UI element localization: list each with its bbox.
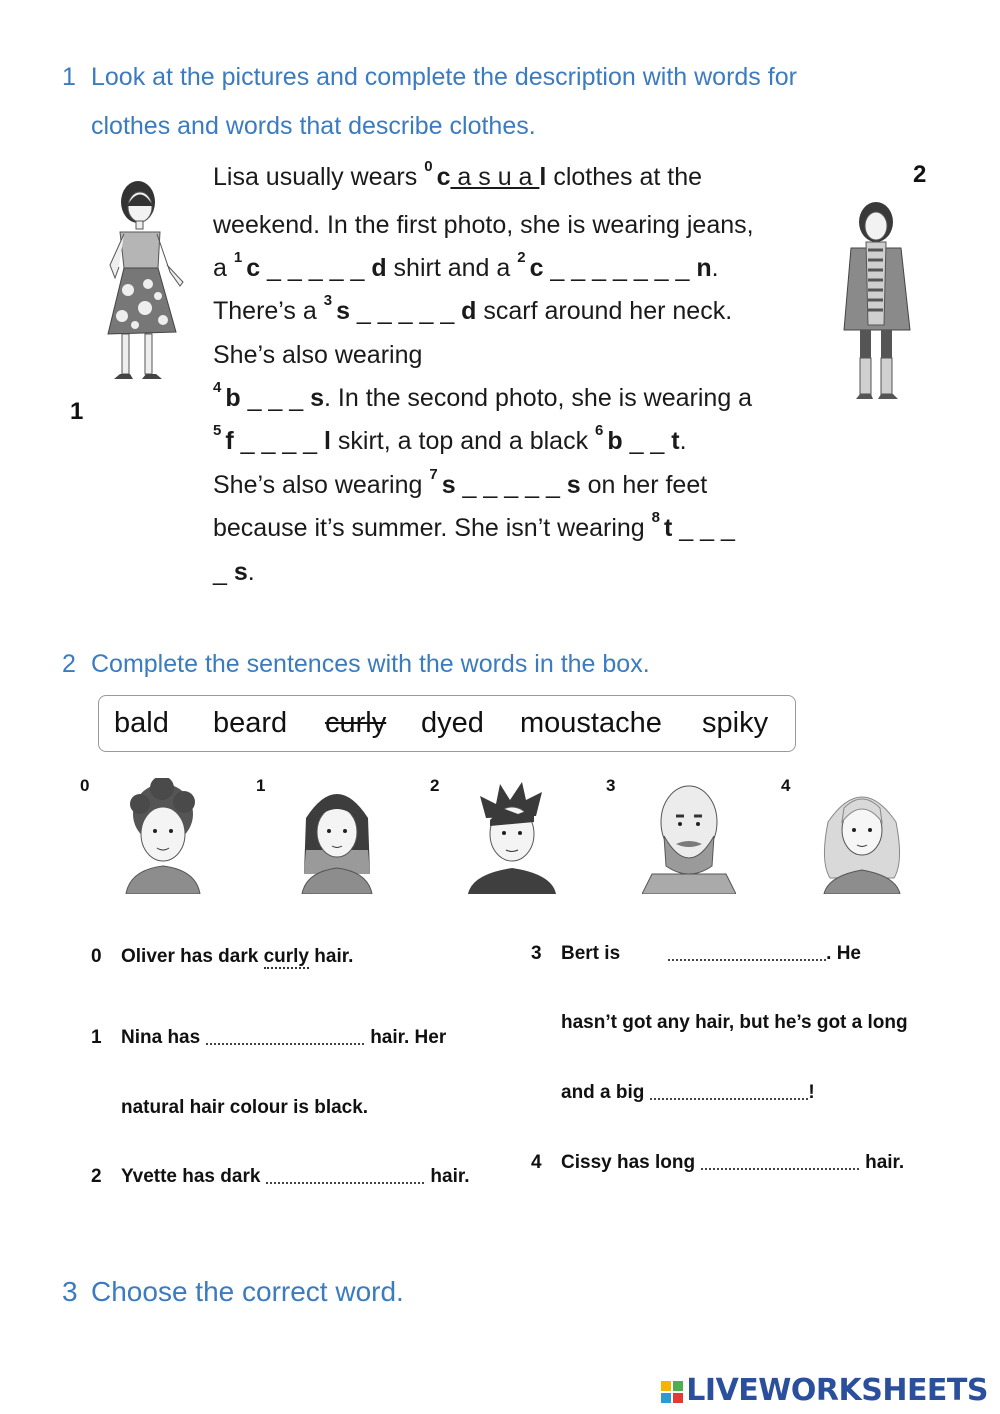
face-label-0: 0: [80, 776, 90, 795]
face-label-4: 4: [781, 776, 791, 795]
example-answer: curly: [263, 946, 309, 967]
example-answer: a s u a: [450, 163, 540, 191]
word-beard[interactable]: beard: [213, 707, 288, 739]
word-bald[interactable]: bald: [114, 707, 169, 739]
sentence-3-line3: and a big !: [561, 1082, 815, 1103]
sentence-4: 4 Cissy has long hair.: [531, 1152, 905, 1173]
sentence-0: 0 Oliver has dark curly hair.: [91, 946, 354, 967]
instruction-text: Complete the sentences with the words in the box.: [91, 650, 650, 678]
sentence-3-line2: hasn’t got any hair, but he’s got a long: [561, 1012, 908, 1033]
face-yvette-spiky: [466, 778, 558, 894]
paragraph-line-1: weekend. In the first photo, she is wearing jeans,: [213, 211, 754, 239]
logo-badge-icon: [660, 1380, 684, 1404]
picture-label-2: 2: [913, 161, 927, 188]
paragraph-line-8: because it’s summer. She isn’t wearing $^8$ t _ _ _: [213, 509, 735, 542]
logo-text: LIVEWORKSHEETS: [686, 1373, 988, 1408]
girl-summer-illustration: [100, 180, 192, 386]
section-number: 3: [62, 1276, 78, 1307]
instruction-text: Look at the pictures and complete the description with words for: [91, 63, 797, 91]
face-label-2: 2: [430, 776, 440, 795]
section-number: 2: [62, 650, 76, 678]
gap-1[interactable]: _ _ _ _ _: [260, 254, 372, 282]
word-box: [98, 695, 796, 752]
gap-3[interactable]: _ _ _ _ _: [349, 297, 462, 325]
answer-blank-2[interactable]: [266, 1181, 424, 1184]
liveworksheets-logo[interactable]: [660, 1373, 988, 1408]
section-2-heading: [62, 652, 650, 677]
word-dyed[interactable]: dyed: [421, 707, 484, 739]
sentence-3: 3 Bert is . He: [531, 943, 861, 964]
face-label-1: 1: [256, 776, 266, 795]
paragraph-line-2: a $^1$ c _ _ _ _ _ d shirt and a $^2$ c _ _ _ _ _ _ _ n.: [213, 249, 719, 282]
paragraph-line-7: She’s also wearing $^7$ s _ _ _ _ _ s on her feet: [213, 466, 708, 499]
sentence-1-line2: natural hair colour is black.: [121, 1097, 369, 1118]
paragraph-line-4: She’s also wearing: [213, 341, 423, 369]
girl-winter-illustration: [838, 200, 918, 402]
paragraph-line-5: $^4$ b _ _ _ s. In the second photo, she is wearing a: [213, 379, 753, 412]
paragraph-line-3: There’s a $^3$ s _ _ _ _ _ d scarf around her neck.: [213, 292, 733, 325]
section-number: 1: [62, 63, 76, 91]
sentence-1: 1 Nina has hair. Her: [91, 1027, 447, 1048]
instruction-text: Choose the correct word.: [91, 1276, 404, 1307]
face-cissy-long: [818, 778, 906, 894]
section-1-heading: [62, 65, 797, 90]
paragraph-line-0: Lisa usually wears $^0$ c a s u a l clothes at the: [213, 158, 703, 191]
section-1-heading-line2: clothes and words that describe clothes.: [91, 112, 536, 140]
gap-6[interactable]: _ _: [622, 427, 672, 455]
gap-2[interactable]: _ _ _ _ _ _ _: [543, 254, 697, 282]
word-curly-crossed: curly: [325, 707, 387, 739]
gap-7[interactable]: _ _ _ _ _: [455, 471, 567, 499]
gap-4[interactable]: _ _ _: [240, 384, 311, 412]
answer-blank-4[interactable]: [701, 1167, 859, 1170]
face-bert-bald: [642, 778, 736, 894]
word-spiky[interactable]: spiky: [702, 707, 769, 739]
face-oliver-curly: [122, 778, 204, 894]
face-label-3: 3: [606, 776, 616, 795]
answer-blank-3b[interactable]: [650, 1097, 808, 1100]
face-nina-dyed: [298, 778, 376, 894]
gap-5[interactable]: _ _ _ _: [233, 427, 325, 455]
answer-blank-1[interactable]: [206, 1042, 364, 1045]
answer-blank-3a[interactable]: [668, 958, 826, 961]
sentence-2: 2 Yvette has dark hair.: [91, 1166, 470, 1187]
paragraph-line-9: _ s.: [213, 558, 255, 586]
section-3-heading: [62, 1278, 404, 1306]
picture-label-1: 1: [70, 398, 84, 425]
gap-8[interactable]: _ _ _: [672, 514, 735, 542]
paragraph-line-6: $^5$ f _ _ _ _ l skirt, a top and a black $^6$ b _ _ t.: [213, 422, 687, 455]
word-moustache[interactable]: moustache: [520, 707, 662, 739]
